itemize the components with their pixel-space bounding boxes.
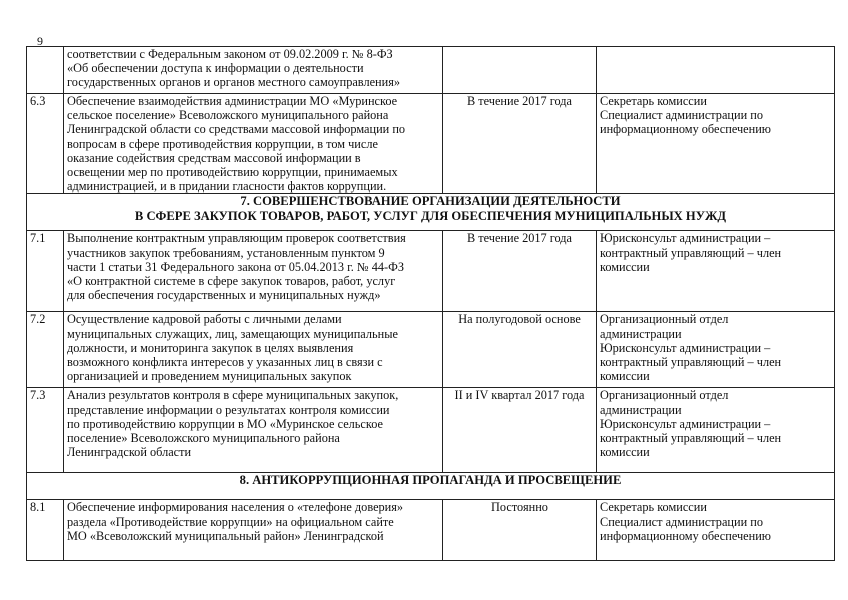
text-line: для обеспечения государственных и муниципальных нужд» bbox=[67, 288, 381, 303]
text-line: Обеспечение взаимодействия администрации МО «Муринское bbox=[67, 94, 398, 108]
text-line: поселение» Всеволожского муниципального района bbox=[67, 431, 340, 446]
text-line: организацией и проведением муниципальных закупок bbox=[67, 369, 352, 384]
measure-text bbox=[64, 94, 443, 194]
responsible-text bbox=[597, 388, 835, 473]
text-line: раздела «Противодействие коррупции» на официальном сайте bbox=[67, 514, 394, 529]
item-number: 7.3 bbox=[27, 388, 64, 473]
section-title bbox=[27, 473, 835, 500]
text-line: Анализ результатов контроля в сфере муниципальных закупок, bbox=[67, 388, 399, 403]
measure-text bbox=[64, 312, 443, 388]
term-text: II и IV квартал 2017 года bbox=[443, 388, 597, 473]
item-number: 7.1 bbox=[27, 231, 64, 312]
text-line: соответствии с Федеральным законом от 09.02.2009 г. № 8-ФЗ bbox=[67, 47, 393, 61]
responsible-text bbox=[597, 94, 835, 194]
text-line: Организационный отдел bbox=[600, 312, 729, 327]
responsible-text bbox=[597, 312, 835, 388]
text-line: оказание содействия средствам массовой информации в bbox=[67, 150, 361, 165]
text-line: Юрисконсульт администрации – bbox=[600, 340, 771, 355]
text-line: государственных органов и органов местного самоуправления» bbox=[67, 75, 401, 90]
term-text: Постоянно bbox=[443, 500, 597, 561]
item-number bbox=[27, 47, 64, 94]
text-line: информационному обеспечению bbox=[600, 528, 771, 543]
text-line: Выполнение контрактным управляющим проверок соответствия bbox=[67, 231, 406, 246]
item-number: 8.1 bbox=[27, 500, 64, 561]
text-line: Организационный отдел bbox=[600, 388, 729, 403]
text-line: по противодействию коррупции в МО «Муринское сельское bbox=[67, 416, 383, 431]
text-line: «О контрактной системе в сфере закупок товаров, работ, услуг bbox=[67, 274, 396, 289]
text-line: комиссии bbox=[600, 259, 650, 274]
text-line: вопросам в сфере противодействия коррупции, в том числе bbox=[67, 136, 378, 151]
table-row bbox=[27, 231, 835, 312]
text-line: Обеспечение информирования населения о «телефоне доверия» bbox=[67, 500, 404, 515]
section-header-row bbox=[27, 473, 835, 500]
text-line: освещении мер по противодействию коррупции, принимаемых bbox=[67, 165, 398, 180]
measure-text bbox=[64, 231, 443, 312]
term-text: На полугодовой основе bbox=[443, 312, 597, 388]
measure-text bbox=[64, 500, 443, 561]
text-line: контрактный управляющий – член bbox=[600, 245, 782, 260]
text-line: представление информации о результатах контроля комиссии bbox=[67, 402, 390, 417]
text-line: Юрисконсульт администрации – bbox=[600, 231, 771, 246]
text-line: Ленинградской области bbox=[67, 445, 192, 460]
text-line: контрактный управляющий – член bbox=[600, 355, 782, 370]
text-line: комиссии bbox=[600, 369, 650, 384]
text-line: муниципальных служащих, лиц, замещающих муниципальные bbox=[67, 326, 398, 341]
responsible-text bbox=[597, 47, 835, 94]
text-line: должности, и мониторинга закупок в целях выявления bbox=[67, 340, 354, 355]
measure-text bbox=[64, 47, 443, 94]
responsible-text bbox=[597, 500, 835, 561]
section-title bbox=[27, 194, 835, 231]
text-line: «Об обеспечении доступа к информации о деятельности bbox=[67, 61, 364, 76]
table-row bbox=[27, 500, 835, 561]
text-line: контрактный управляющий – член bbox=[600, 431, 782, 446]
item-number: 7.2 bbox=[27, 312, 64, 388]
text-line: администрации bbox=[600, 326, 682, 341]
text-line: возможного конфликта интересов у указанных лиц в связи с bbox=[67, 355, 383, 370]
text-line: информационному обеспечению bbox=[600, 122, 771, 137]
text-line: участников закупок требованиям, установленным пунктом 9 bbox=[67, 245, 385, 260]
text-line: администрацией, и в придании гласности фактов коррупции. bbox=[67, 179, 387, 194]
measure-text bbox=[64, 388, 443, 473]
text-line: сельское поселение» Всеволожского муниципального района bbox=[67, 108, 389, 123]
term-text bbox=[443, 47, 597, 94]
table-row bbox=[27, 312, 835, 388]
text-line: комиссии bbox=[600, 445, 650, 460]
table-row bbox=[27, 47, 835, 94]
section-header-row bbox=[27, 194, 835, 231]
page-number: 9 bbox=[37, 34, 43, 48]
text-line: Специалист администрации по bbox=[600, 108, 763, 123]
text-line: В СФЕРЕ ЗАКУПОК ТОВАРОВ, РАБОТ, УСЛУГ ДЛЯ ОБЕСПЕЧЕНИЯ МУНИЦИПАЛЬНЫХ НУЖД bbox=[134, 208, 727, 223]
item-number: 6.3 bbox=[27, 94, 64, 194]
text-line: Осуществление кадровой работы с личными делами bbox=[67, 312, 342, 327]
text-line: Ленинградской области со средствами массовой информации по bbox=[67, 122, 406, 137]
term-text: В течение 2017 года bbox=[443, 231, 597, 312]
text-line: части 1 статьи 31 Федерального закона от 05.04.2013 г. № 44-ФЗ bbox=[67, 259, 405, 274]
measures-table bbox=[26, 46, 835, 561]
text-line: Секретарь комиссии bbox=[600, 500, 707, 515]
table-row bbox=[27, 94, 835, 194]
text-line: Специалист администрации по bbox=[600, 514, 763, 529]
term-text: В течение 2017 года bbox=[443, 94, 597, 194]
text-line: 8. АНТИКОРРУПЦИОННАЯ ПРОПАГАНДА И ПРОСВЕЩЕНИЕ bbox=[239, 473, 622, 488]
text-line: администрации bbox=[600, 402, 682, 417]
text-line: Юрисконсульт администрации – bbox=[600, 416, 771, 431]
text-line: Секретарь комиссии bbox=[600, 94, 707, 108]
responsible-text bbox=[597, 231, 835, 312]
text-line: 7. СОВЕРШЕНСТВОВАНИЕ ОРГАНИЗАЦИИ ДЕЯТЕЛЬНОСТИ bbox=[240, 194, 621, 209]
table-row bbox=[27, 388, 835, 473]
text-line: МО «Всеволожский муниципальный район» Ленинградской bbox=[67, 528, 384, 543]
